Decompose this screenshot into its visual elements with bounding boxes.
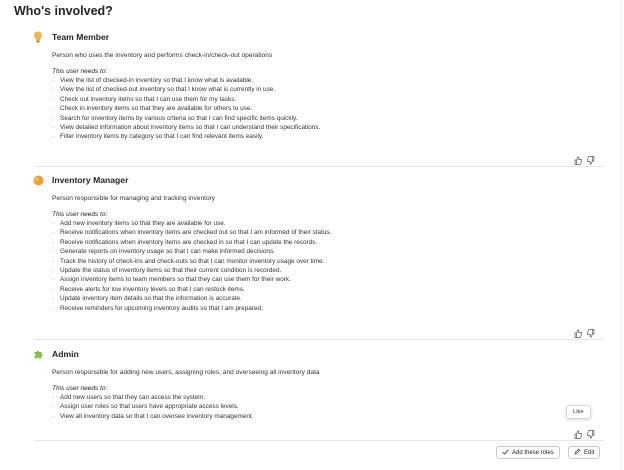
role-title: Team Member — [52, 32, 110, 42]
list-item: · Search for inventory items by various criteria so that I can find specific items quickly. — [52, 114, 604, 123]
lightbulb-icon — [32, 31, 44, 43]
thumbs-up-icon[interactable] — [574, 426, 582, 435]
thumbs-up-icon[interactable] — [574, 325, 582, 334]
role-description: Person responsible for adding new users, assigning roles, and overseeing all inventory data — [52, 369, 320, 376]
list-item: · Check in inventory items so that they are available for others to use. — [52, 104, 604, 113]
needs-list — [38, 76, 604, 142]
thumbs-up-icon[interactable] — [574, 152, 582, 161]
list-item: · View detailed information about inventory items so that I can understand their specifications. — [52, 123, 604, 132]
feedback-controls — [574, 426, 595, 435]
needs-list — [38, 393, 604, 421]
list-item: · Update the status of inventory items so that their current condition is recorded. — [52, 266, 604, 275]
needs-label: This user needs to: — [52, 385, 108, 392]
role-header — [32, 347, 604, 361]
list-item: · Generate reports on inventory usage so that I can make informed decisions. — [52, 247, 604, 256]
role-title: Inventory Manager — [52, 175, 129, 185]
edit-label: Edit — [584, 449, 595, 456]
thumbs-down-icon[interactable] — [587, 152, 595, 161]
feedback-controls — [574, 325, 595, 334]
add-roles-label: Add these roles — [512, 449, 554, 456]
list-item: · Update inventory item details so that the information is accurate. — [52, 294, 604, 303]
role-card-admin — [38, 347, 604, 421]
thumbs-down-icon[interactable] — [587, 426, 595, 435]
role-header — [32, 30, 604, 44]
list-item: · Receive alerts for low inventory levels so that I can restock items. — [52, 285, 604, 294]
thumbs-down-icon[interactable] — [587, 325, 595, 334]
puzzle-piece-icon — [32, 348, 44, 360]
list-item: · Add new users so that they can access the system. — [52, 393, 604, 402]
scrollbar-track[interactable] — [621, 0, 622, 470]
list-item: · Track the history of check-ins and check-outs so that I can monitor inventory usage over time. — [52, 257, 604, 266]
role-card-team-member — [38, 30, 604, 142]
list-item: · Filter inventory items by category so that I can find relevant items easily. — [52, 132, 604, 141]
checkmark-icon — [502, 449, 509, 457]
list-item: · Check out inventory items so that I can use them for my tasks. — [52, 95, 604, 104]
needs-list — [38, 219, 604, 313]
list-item: · Receive reminders for upcoming inventory audits so that I am prepared. — [52, 304, 604, 313]
page-heading: Who's involved? — [14, 4, 113, 18]
list-item: · Assign user roles so that users have appropriate access levels. — [52, 402, 604, 411]
section-divider — [34, 166, 604, 167]
section-divider — [34, 339, 604, 340]
role-card-inventory-manager — [38, 173, 604, 313]
role-description: Person who uses the inventory and performs check-in/check-out operations — [52, 52, 273, 59]
edit-button[interactable] — [568, 446, 600, 459]
list-item: · View the list of checked-out inventory so that I know what is currently in use. — [52, 85, 604, 94]
list-item: · Receive notifications when inventory items are checked in so that I can update the records. — [52, 238, 604, 247]
role-title: Admin — [52, 349, 79, 359]
list-item: · View the list of checked-in inventory so that I know what is available. — [52, 76, 604, 85]
add-roles-button[interactable] — [496, 446, 560, 459]
list-item: · View all inventory data so that I can oversee inventory management. — [52, 412, 604, 421]
list-item: · Add new inventory items so that they are available for use. — [52, 219, 604, 228]
needs-label: This user needs to: — [52, 211, 108, 218]
needs-label: This user needs to: — [52, 68, 108, 75]
list-item: · Receive notifications when inventory items are checked out so that I am informed of their status. — [52, 228, 604, 237]
orange-circle-icon — [32, 174, 44, 186]
section-divider — [34, 440, 604, 441]
role-header — [32, 173, 604, 187]
role-description: Person responsible for managing and tracking inventory — [52, 195, 216, 202]
list-item: · Assign inventory items to team members so that they can use them for their work. — [52, 275, 604, 284]
feedback-controls — [574, 152, 595, 161]
pencil-icon — [574, 448, 581, 457]
like-tooltip: Like — [566, 405, 591, 419]
